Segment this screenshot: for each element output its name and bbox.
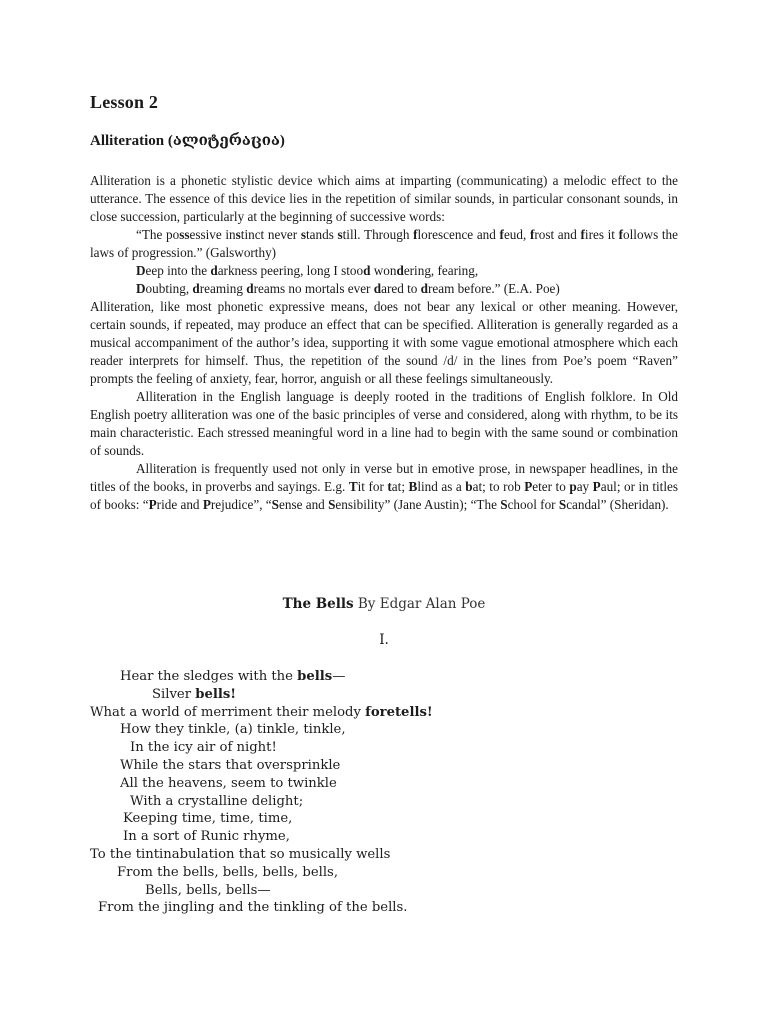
verse-line-1: Deep into the darkness peering, long I stood wondering, fearing, xyxy=(136,263,479,278)
poem-line: What a world of merriment their melody foretells! xyxy=(90,704,433,720)
poem-line: From the bells, bells, bells, bells, xyxy=(117,864,339,880)
section-heading: Alliteration (ალიტერაცია) xyxy=(90,133,285,149)
poem-title-text: The Bells xyxy=(282,596,354,612)
document-page xyxy=(90,92,678,514)
poem-author: By Edgar Alan Poe xyxy=(357,596,486,612)
paragraph-usage: Alliteration is frequently used not only in verse but in emotive prose, in newspaper headlines, in the titles of the books, in proverbs and sayings. E.g. Tit for tat; Blind as a bat; to rob Peter to pay Paul; or in titles of books: “Pride and Prejudice”, “Sense and Sensibility” (Jane Austin); “The School for Scandal” (Sheridan). xyxy=(90,461,678,512)
poem-line: Keeping time, time, time, xyxy=(123,811,293,827)
poem-line: From the jingling and the tinkling of the bells. xyxy=(98,900,408,916)
poem-stanza xyxy=(90,668,690,917)
document-body xyxy=(90,172,678,514)
poem-line: While the stars that oversprinkle xyxy=(120,757,341,773)
poem-title xyxy=(0,596,768,612)
poem-line: In the icy air of night! xyxy=(130,740,277,756)
poem-line: Bells, bells, bells— xyxy=(145,882,271,898)
poem-line: To the tintinabulation that so musically wells xyxy=(90,846,391,862)
paragraph-folklore: Alliteration in the English language is deeply rooted in the traditions of English folklore. In Old English poetry alliteration was one of the basic principles of verse and considered, along with rhythm, to be its main characteristic. Each stressed meaningful word in a line had to begin with the same sound or combination of sounds. xyxy=(90,389,678,458)
poem-line: With a crystalline delight; xyxy=(130,793,304,809)
verse-line-2: Doubting, dreaming dreams no mortals ever dared to dream before.” (E.A. Poe) xyxy=(136,281,560,296)
quote-galsworthy: “The possessive instinct never stands still. Through florescence and feud, frost and fires it follows the laws of progression.” (Galsworthy) xyxy=(90,227,678,260)
poem-section-number: I. xyxy=(379,632,389,648)
paragraph-meaning: Alliteration, like most phonetic expressive means, does not bear any lexical or other meaning. However, certain sounds, if repeated, may produce an effect that can be specified. Alliteration is generally regarded as a musical accompaniment of the author’s idea, supporting it with some vague emotional atmosphere which each reader interprets for himself. Thus, the repetition of the sound /d/ in the lines from Poe’s poem “Raven” prompts the feeling of anxiety, fear, horror, anguish or all these feelings simultaneously. xyxy=(90,299,678,386)
poem-line: In a sort of Runic rhyme, xyxy=(123,829,290,845)
poem-line: How they tinkle, (a) tinkle, tinkle, xyxy=(120,722,346,738)
lesson-title: Lesson 2 xyxy=(90,92,159,112)
poem-line: Silver bells! xyxy=(152,686,237,702)
paragraph-definition: Alliteration is a phonetic stylistic device which aims at imparting (communicating) a melodic effect to the utterance. The essence of this device lies in the repetition of similar sounds, in particular consonant sounds, in close succession, particularly at the beginning of successive words: xyxy=(90,173,678,224)
poem-line: Hear the sledges with the bells— xyxy=(120,669,346,684)
poem-line: All the heavens, seem to twinkle xyxy=(120,775,337,791)
